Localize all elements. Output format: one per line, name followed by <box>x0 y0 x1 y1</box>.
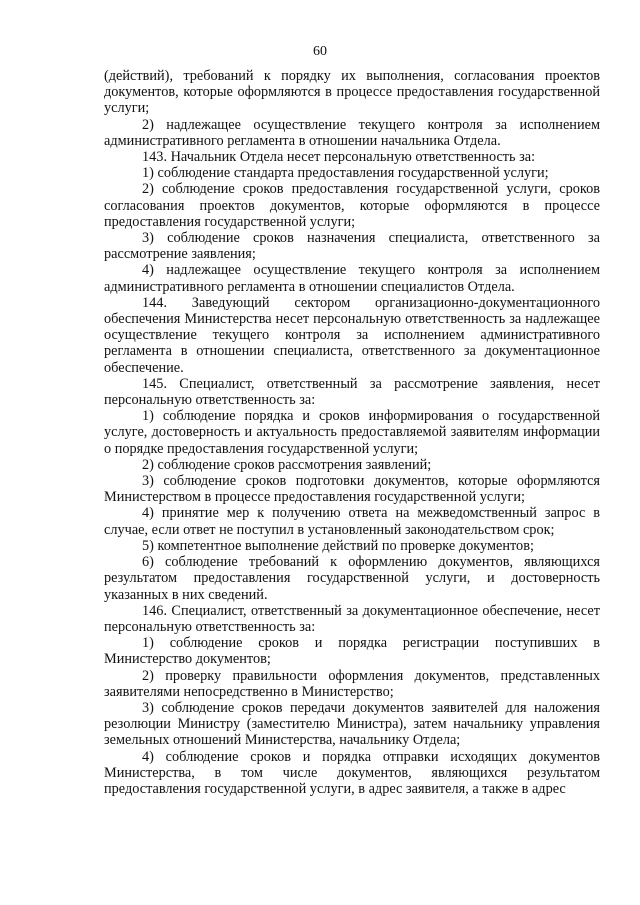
paragraph-item: 1) соблюдение стандарта предоставления государственной услуги; <box>142 165 549 182</box>
paragraph-item: 6) соблюдение требований к оформлению документов, являющихся результатом предоставления государственной услуги, и достоверность указанных в них сведений. <box>104 554 600 603</box>
paragraph-item: 3) соблюдение сроков подготовки документов, которые оформляются Министерством в процессе предоставления государственной услуги; <box>104 473 600 506</box>
paragraph-item: 5) компетентное выполнение действий по проверке документов; <box>142 537 534 554</box>
paragraph-clause-143: 143. Начальник Отдела несет персональную ответственность за: <box>142 149 536 166</box>
paragraph-continuation: (действий), требований к порядку их выполнения, согласования проектов документов, которые оформляются в процессе предоставления государственной услуги; <box>104 68 600 117</box>
paragraph-item: 4) принятие мер к получению ответа на межведомственный запрос в случае, если ответ не поступил в установленный законодательством срок; <box>104 505 600 538</box>
paragraph-item: 2) соблюдение сроков предоставления государственной услуги, сроков согласования проектов документов, которые оформляются в процессе предоставления государственной услуги; <box>104 181 600 230</box>
paragraph-item: 3) соблюдение сроков назначения специалиста, ответственного за рассмотрение заявления; <box>104 230 600 263</box>
paragraph-clause-145: 145. Специалист, ответственный за рассмотрение заявления, несет персональную ответственность за: <box>104 375 600 409</box>
paragraph-item: 3) соблюдение сроков передачи документов заявителей для наложения резолюции Министру (заместителю Министра), затем начальнику управления земельных отношений Министерства, начальнику Отдела; <box>104 699 600 749</box>
document-body <box>104 68 600 797</box>
page-number: 60 <box>313 44 327 59</box>
paragraph-clause-144: 144. Заведующий сектором организационно-документационного обеспечения Министерства несет персональную ответственность за надлежащее осуществление текущего контроля за исполнением административного регламента в отношении специалиста, ответственного за документационное обеспечение. <box>104 294 600 376</box>
paragraph-item: 2) проверку правильности оформления документов, представленных заявителями непосредственно в Министерство; <box>104 667 600 700</box>
paragraph-item: 1) соблюдение порядка и сроков информирования о государственной услуге, достоверность и актуальность предоставляемой заявителям информации о порядке предоставления государственной услуги; <box>104 408 600 457</box>
paragraph-item: 2) надлежащее осуществление текущего контроля за исполнением административного регламента в отношении начальника Отдела. <box>104 116 600 149</box>
paragraph-item: 2) соблюдение сроков рассмотрения заявлений; <box>142 456 432 473</box>
paragraph-item: 4) соблюдение сроков и порядка отправки исходящих документов Министерства, в том числе документов, являющихся результатом предоставления государственной услуги, в адрес заявителя, а также в адрес <box>104 748 600 797</box>
paragraph-clause-146: 146. Специалист, ответственный за документационное обеспечение, несет персональную ответственность за: <box>104 602 600 635</box>
paragraph-item: 1) соблюдение сроков и порядка регистрации поступивших в Министерство документов; <box>104 635 600 668</box>
paragraph-item: 4) надлежащее осуществление текущего контроля за исполнением административного регламента в отношении специалистов Отдела. <box>104 262 600 295</box>
